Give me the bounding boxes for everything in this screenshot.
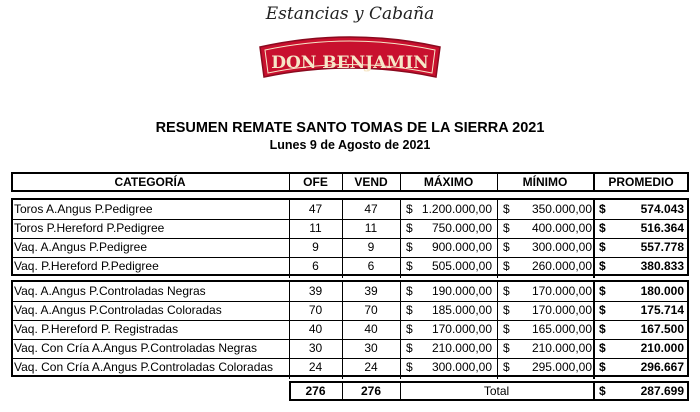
cell-ofe: 40	[308, 322, 323, 336]
total-currency: $	[599, 384, 606, 398]
cell-categoria: Vaq. P.Hereford P.Pedigree	[14, 259, 159, 273]
header-maximo: MÁXIMO	[423, 175, 474, 189]
header-vend: VEND	[354, 175, 388, 189]
cell-vend: 6	[367, 259, 375, 273]
cell-ofe: 30	[308, 341, 323, 355]
total-promedio: 287.699	[640, 384, 684, 398]
currency-symbol: $	[599, 360, 606, 374]
cell-vend: 9	[367, 240, 375, 254]
currency-symbol: $	[599, 284, 606, 298]
cell-categoria: Vaq. Con Cría A.Angus P.Controladas Negras	[14, 341, 258, 355]
currency-symbol: $	[599, 240, 606, 254]
cell-maximo: 185.000,00	[431, 303, 492, 317]
cell-vend: 39	[364, 284, 378, 298]
currency-symbol: $	[406, 360, 413, 374]
currency-symbol: $	[406, 202, 413, 216]
cell-ofe: 24	[308, 360, 323, 374]
currency-symbol: $	[406, 240, 413, 254]
cell-vend: 47	[364, 202, 378, 216]
currency-symbol: $	[599, 341, 606, 355]
cell-maximo: 1.200.000,00	[421, 202, 492, 216]
total-vend: 276	[360, 384, 382, 398]
cell-minimo: 295.000,00	[531, 360, 592, 374]
currency-symbol: $	[503, 303, 510, 317]
cell-minimo: 170.000,00	[531, 284, 592, 298]
cell-promedio: 516.364	[640, 221, 684, 235]
header-promedio: PROMEDIO	[608, 175, 674, 189]
currency-symbol: $	[406, 284, 413, 298]
logo-script-text: Estancias y Cabaña	[265, 4, 435, 24]
cell-maximo: 300.000,00	[431, 360, 492, 374]
cell-promedio: 574.043	[640, 202, 684, 216]
header-categoria: CATEGORÍA	[114, 175, 186, 189]
cell-promedio: 180.000	[640, 284, 684, 298]
currency-symbol: $	[503, 202, 510, 216]
cell-maximo: 750.000,00	[431, 221, 492, 235]
header-ofe: OFE	[303, 175, 328, 189]
currency-symbol: $	[406, 259, 413, 273]
logo-brand-text: DON BENJAMIN	[271, 53, 429, 73]
cell-ofe: 9	[312, 240, 319, 254]
results-table	[11, 172, 689, 410]
cell-categoria: Vaq. A.Angus P.Pedigree	[14, 240, 147, 254]
total-ofe: 276	[305, 384, 326, 398]
cell-maximo: 210.000,00	[431, 341, 492, 355]
cell-vend: 24	[364, 360, 378, 374]
cell-promedio: 557.778	[640, 240, 684, 254]
cell-maximo: 505.000,00	[431, 259, 492, 273]
cell-promedio: 210.000	[640, 341, 684, 355]
cell-maximo: 190.000,00	[431, 284, 492, 298]
cell-categoria: Toros A.Angus P.Pedigree	[14, 202, 153, 216]
cell-minimo: 300.000,00	[531, 240, 592, 254]
cell-minimo: 350.000,00	[531, 202, 592, 216]
cell-ofe: 70	[308, 303, 323, 317]
header-minimo: MÍNIMO	[522, 175, 568, 189]
cell-vend: 40	[364, 322, 378, 336]
cell-minimo: 210.000,00	[531, 341, 592, 355]
currency-symbol: $	[503, 341, 510, 355]
cell-vend: 11	[364, 221, 378, 235]
currency-symbol: $	[406, 341, 413, 355]
currency-symbol: $	[503, 322, 510, 336]
cell-ofe: 11	[309, 221, 322, 235]
total-label: Total	[483, 384, 510, 398]
currency-symbol: $	[503, 259, 510, 273]
currency-symbol: $	[406, 322, 413, 336]
brand-logo-banner	[258, 27, 442, 85]
cell-ofe: 6	[312, 259, 319, 273]
cell-categoria: Vaq. A.Angus P.Controladas Coloradas	[14, 303, 222, 317]
cell-promedio: 167.500	[640, 322, 684, 336]
cell-promedio: 380.833	[640, 259, 684, 273]
currency-symbol: $	[599, 221, 606, 235]
cell-ofe: 39	[308, 284, 323, 298]
cell-categoria: Toros P.Hereford P.Pedigree	[14, 221, 165, 235]
currency-symbol: $	[503, 360, 510, 374]
cell-minimo: 260.000,00	[531, 259, 592, 273]
cell-categoria: Vaq. A.Angus P.Controladas Negras	[14, 284, 206, 298]
currency-symbol: $	[599, 259, 606, 273]
page-title: RESUMEN REMATE SANTO TOMAS DE LA SIERRA 2021	[155, 120, 545, 136]
currency-symbol: $	[406, 221, 413, 235]
cell-vend: 30	[364, 341, 378, 355]
currency-symbol: $	[503, 284, 510, 298]
currency-symbol: $	[599, 322, 606, 336]
currency-symbol: $	[599, 303, 606, 317]
cell-maximo: 170.000,00	[431, 322, 492, 336]
currency-symbol: $	[503, 221, 510, 235]
currency-symbol: $	[503, 240, 510, 254]
cell-vend: 70	[364, 303, 378, 317]
cell-ofe: 47	[308, 202, 323, 216]
cell-categoria: Vaq. P.Hereford P. Registradas	[14, 322, 179, 336]
cell-maximo: 900.000,00	[431, 240, 492, 254]
page-subtitle: Lunes 9 de Agosto de 2021	[269, 138, 431, 152]
currency-symbol: $	[599, 202, 606, 216]
cell-promedio: 175.714	[640, 303, 684, 317]
cell-promedio: 296.667	[640, 360, 684, 374]
cell-minimo: 165.000,00	[531, 322, 592, 336]
cell-categoria: Vaq. Con Cría A.Angus P.Controladas Coloradas	[14, 360, 274, 374]
cell-minimo: 400.000,00	[531, 221, 592, 235]
cell-minimo: 170.000,00	[531, 303, 592, 317]
currency-symbol: $	[406, 303, 413, 317]
